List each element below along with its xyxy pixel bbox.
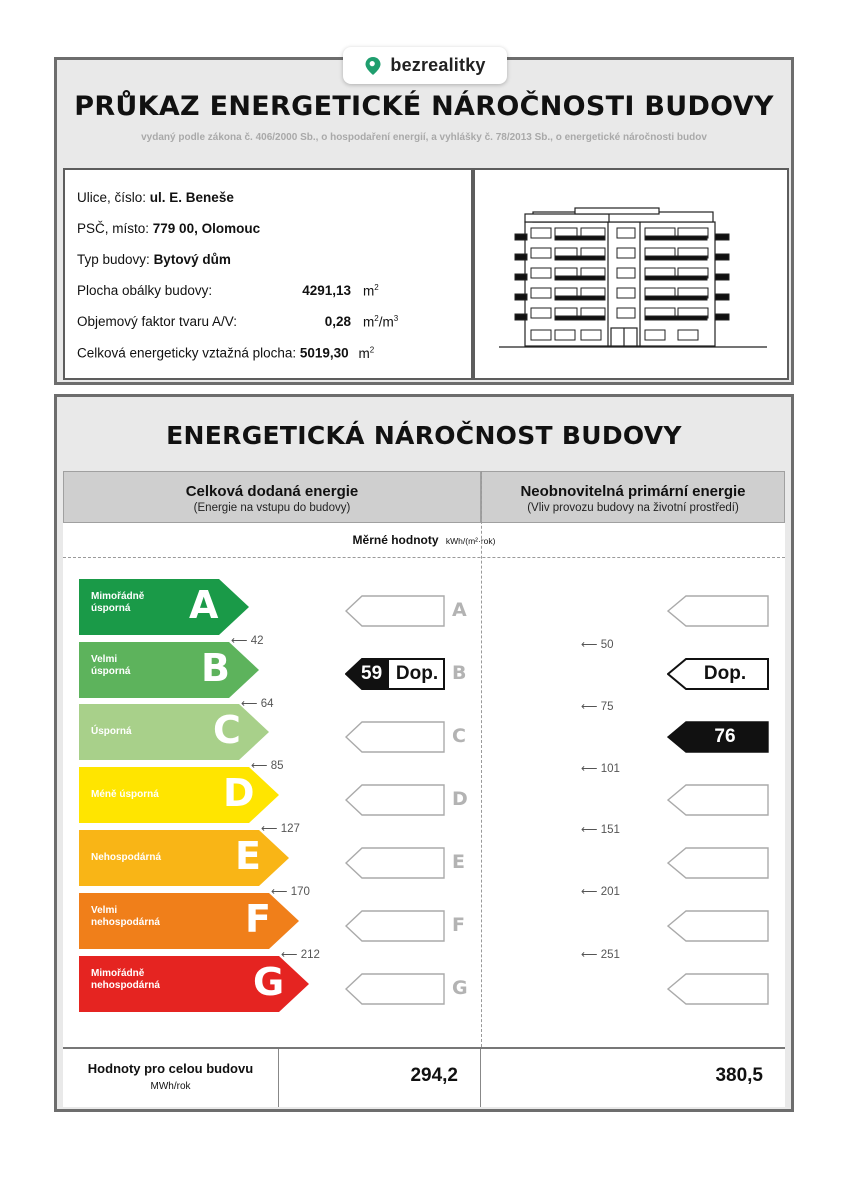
right-threshold: ⟵ 201	[581, 886, 620, 898]
pin-icon	[364, 56, 382, 76]
unit-label: Měrné hodnoty	[352, 533, 439, 547]
type-value: Bytový dům	[153, 252, 231, 267]
left-slot-a	[345, 595, 445, 627]
left-slot-g	[345, 973, 445, 1005]
class-c-letter: C	[213, 708, 241, 752]
envelope-value: 4291,13	[302, 283, 351, 298]
class-f-label: Velmi nehospodárná	[91, 905, 160, 928]
right-slot-e	[667, 847, 769, 879]
right-slot-a	[667, 595, 769, 627]
primary-total-cell	[481, 1049, 785, 1107]
left-slot-letter: C	[452, 725, 466, 747]
class-f-letter: F	[245, 897, 271, 941]
left-slot-letter: A	[452, 599, 467, 621]
whole-building-row	[63, 1047, 785, 1107]
energy-title: ENERGETICKÁ NÁROČNOST BUDOVY	[166, 421, 682, 450]
right-threshold: ⟵ 50	[581, 639, 614, 651]
whole-building-label-cell	[63, 1049, 279, 1107]
left-slot-letter: E	[452, 851, 465, 873]
unit-row	[63, 533, 785, 547]
street-row	[77, 190, 234, 205]
class-c-label: Úsporná	[91, 726, 132, 737]
volume-label: Objemový faktor tvaru A/V:	[77, 314, 238, 329]
right-slot-g	[667, 973, 769, 1005]
column-divider	[481, 471, 482, 1047]
area-unit: $m^2$	[358, 345, 375, 361]
class-e-arrow	[79, 830, 289, 886]
brand-name: bezrealitky	[390, 55, 486, 75]
right-value: 76	[714, 726, 736, 747]
delivered-total-cell	[279, 1049, 481, 1107]
left-value: 59	[361, 663, 383, 684]
class-g-arrow	[79, 956, 309, 1012]
left-threshold: ⟵ 127	[261, 823, 300, 835]
whole-building-unit: MWh/rok	[150, 1081, 191, 1092]
building-info	[63, 168, 473, 380]
building-image	[473, 168, 789, 380]
primary-energy-title: Neobnovitelná primární energie	[520, 483, 746, 500]
energy-performance	[54, 394, 794, 1112]
zip-row	[77, 221, 260, 236]
envelope-label: Plocha obálky budovy:	[77, 283, 213, 298]
left-threshold: ⟵ 42	[231, 635, 264, 647]
class-d-arrow	[79, 767, 279, 823]
class-g-letter: G	[253, 960, 285, 1004]
zip-label: PSČ, místo:	[77, 221, 150, 236]
left-slot-letter: G	[452, 977, 468, 999]
envelope-unit: $m^2$	[363, 283, 379, 299]
primary-energy-header	[481, 471, 785, 523]
left-threshold: ⟵ 85	[251, 760, 284, 772]
legal-subtitle: vydaný podle zákona č. 406/2000 Sb., o hospodaření energií, a vyhlášky č. 78/2013 Sb., o energetické náročnosti budov	[141, 132, 707, 143]
street-label: Ulice, číslo:	[77, 190, 147, 205]
class-d-letter: D	[223, 771, 255, 815]
class-a-letter: A	[189, 583, 219, 627]
class-b-arrow	[79, 642, 259, 698]
class-e-label: Nehospodárná	[91, 852, 162, 863]
right-threshold: ⟵ 75	[581, 701, 614, 713]
left-slot-c	[345, 721, 445, 753]
left-slot-d	[345, 784, 445, 816]
right-recommended: Dop.	[703, 663, 747, 684]
type-row	[77, 252, 231, 267]
delivered-energy-title: Celková dodaná energie	[185, 483, 359, 500]
right-slot-d	[667, 784, 769, 816]
left-threshold: ⟵ 170	[271, 886, 310, 898]
right-threshold: ⟵ 101	[581, 763, 620, 775]
left-recommended: Dop.	[395, 663, 439, 684]
class-b-label: Velmi úsporná	[91, 654, 131, 677]
primary-total-value: 380,5	[715, 1065, 763, 1086]
right-threshold: ⟵ 251	[581, 949, 620, 961]
left-slot-f	[345, 910, 445, 942]
volume-unit: $m^2/m^3$	[363, 314, 399, 330]
class-f-arrow	[79, 893, 299, 949]
area-label: Celková energeticky vztažná plocha:	[77, 345, 297, 361]
dashed-divider	[63, 557, 785, 558]
delivered-energy-subtitle: (Energie na vstupu do budovy)	[193, 502, 351, 514]
brand-badge	[343, 47, 507, 84]
right-slot-f	[667, 910, 769, 942]
left-slot-letter: F	[452, 914, 465, 936]
left-slot-e	[345, 847, 445, 879]
class-e-letter: E	[235, 834, 261, 878]
building-drawing-icon	[475, 170, 787, 378]
certificate-header	[54, 57, 794, 385]
class-d-label: Méně úsporná	[91, 789, 159, 800]
type-label: Typ budovy:	[77, 252, 150, 267]
area-row	[77, 345, 374, 361]
rating-area	[63, 523, 785, 1047]
class-a-arrow	[79, 579, 249, 635]
class-a-label: Mimořádně úsporná	[91, 591, 145, 614]
street-value: ul. E. Beneše	[149, 190, 234, 205]
left-slot-letter: D	[452, 788, 468, 810]
class-b-letter: B	[201, 646, 230, 690]
left-slot-letter: B	[452, 662, 467, 684]
page-title: PRŮKAZ ENERGETICKÉ NÁROČNOSTI BUDOVY	[74, 91, 774, 122]
class-c-arrow	[79, 704, 269, 760]
volume-value: 0,28	[324, 314, 351, 329]
right-threshold: ⟵ 151	[581, 824, 620, 836]
left-threshold: ⟵ 212	[281, 949, 320, 961]
delivered-total-value: 294,2	[410, 1065, 458, 1086]
left-threshold: ⟵ 64	[241, 698, 274, 710]
primary-energy-subtitle: (Vliv provozu budovy na životní prostředí)	[527, 502, 739, 514]
class-g-label: Mimořádně nehospodárná	[91, 968, 160, 991]
whole-building-label: Hodnoty pro celou budovu	[87, 1061, 254, 1076]
zip-value: 779 00, Olomouc	[152, 221, 261, 236]
area-value: 5019,30	[299, 345, 349, 361]
delivered-energy-header	[63, 471, 481, 523]
unit-value: kWh/(m²·rok)	[445, 536, 496, 546]
